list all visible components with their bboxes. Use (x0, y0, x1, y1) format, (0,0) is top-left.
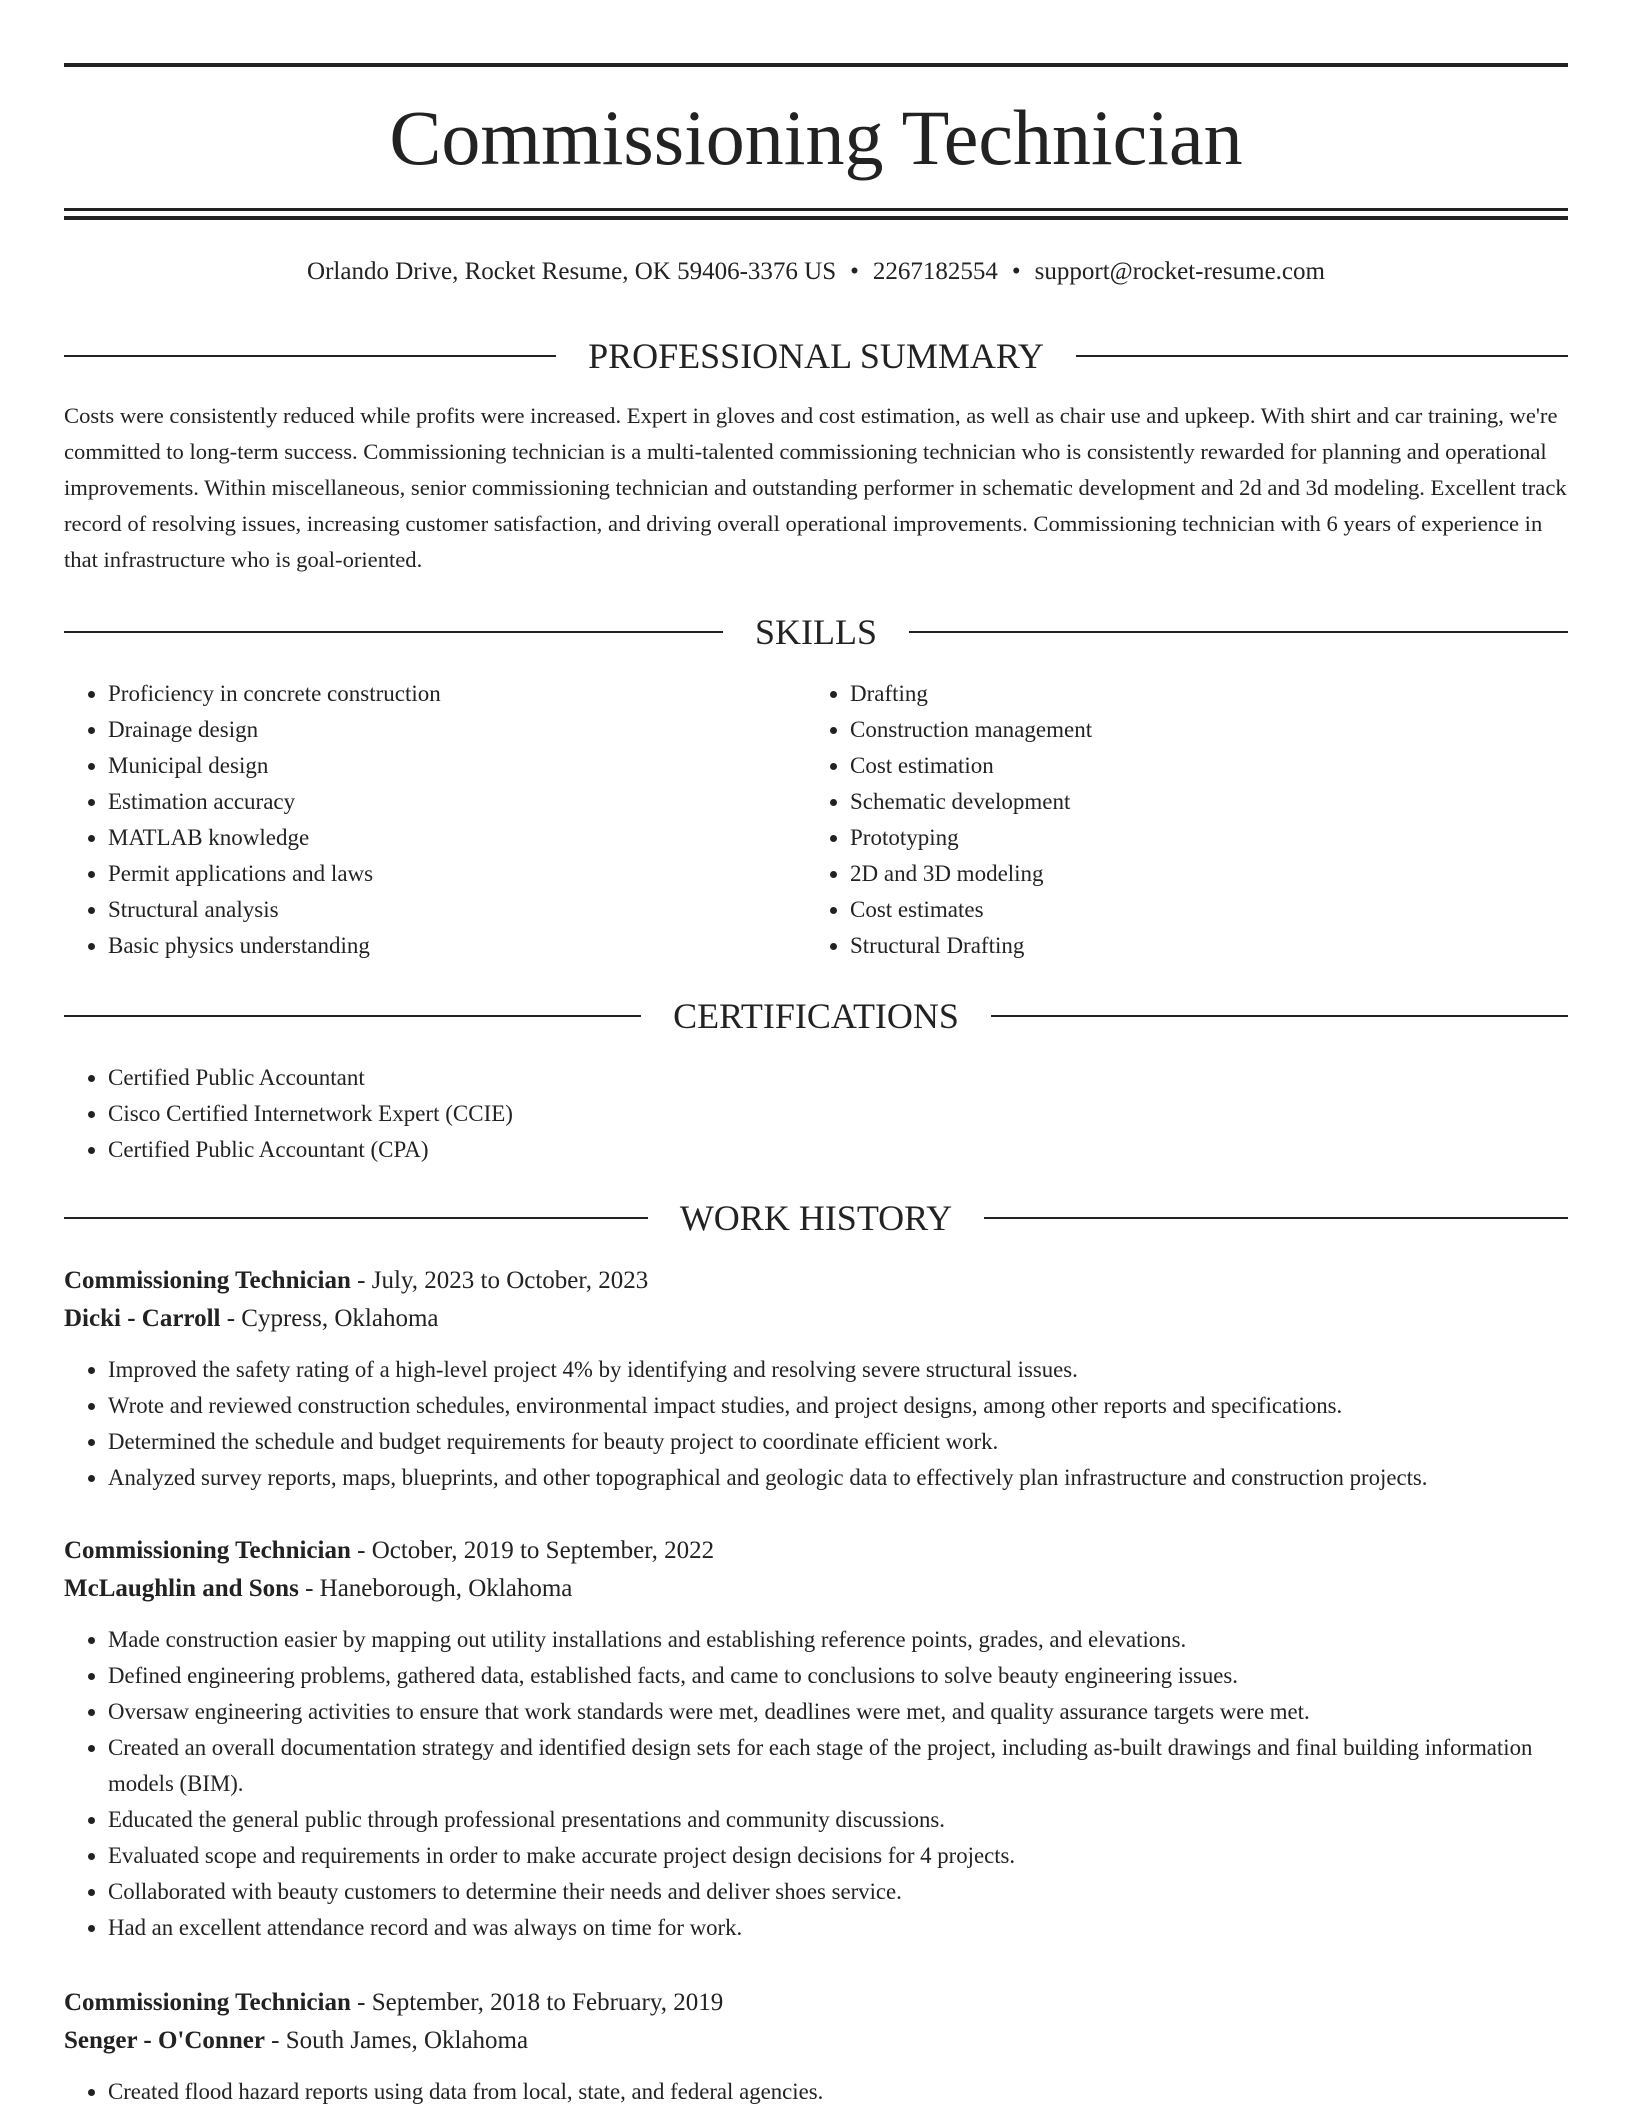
skills-list-right (806, 676, 1610, 964)
summary-text: Costs were consistently reduced while profits were increased. Expert in gloves and cost estimation, as well as chair use and upkeep. With shirt and car training, we're committed to long-term success. Commissioning technician is a multi-talented commissioning technician who is consistently rewarded for planning and operational improvements. Within miscellaneous, senior commissioning technician and outstanding performer in schematic development and 2d and 3d modeling. Excellent track record of resolving issues, increasing customer satisfaction, and driving overall operational improvements. Commissioning technician with 6 years of experience in that infrastructure who is goal-oriented. (64, 403, 1567, 572)
certifications-list (64, 1060, 1612, 1168)
job-entry-1 (64, 1262, 1568, 1496)
section-title: SKILLS (755, 612, 878, 652)
skill-item: • Drafting (850, 676, 1610, 712)
skill-item: • Cost estimation (850, 748, 1610, 784)
skill-item: • Construction management (850, 712, 1610, 748)
contact-phone: 2267182554 (872, 258, 998, 285)
job-company: Dicki - Carroll (64, 1305, 221, 1332)
section-heading-skills (64, 610, 1568, 654)
section-title: CERTIFICATIONS (673, 996, 959, 1036)
job-bullet: • Analyzed survey reports, maps, blueprints, and other topographical and geologic data to effectively plan infrastructure and construction projects. (108, 1460, 1568, 1496)
job-bullet: • Had an excellent attendance record and was always on time for work. (108, 1910, 1568, 1946)
job-bullet: • Collaborated with beauty customers to determine their needs and deliver shoes service. (108, 1874, 1568, 1910)
skills-list-left (64, 676, 848, 964)
heading-rule (64, 1217, 648, 1219)
job-dates: - July, 2023 to October, 2023 (350, 1267, 649, 1294)
job-bullet: • Evaluated scope and requirements in order to make accurate project design decisions for 4 projects. (108, 1838, 1568, 1874)
job-location: - Haneborough, Oklahoma (298, 1575, 573, 1602)
heading-rule (991, 1015, 1568, 1017)
job-dates: - September, 2018 to February, 2019 (350, 1989, 724, 2016)
job-bullet: • Created flood hazard reports using data from local, state, and federal agencies. (108, 2074, 1568, 2110)
skill-item: • 2D and 3D modeling (850, 856, 1610, 892)
job-title-line (64, 1262, 1568, 1300)
skill-item: • Permit applications and laws (108, 856, 848, 892)
contact-separator: • (1011, 258, 1021, 285)
job-bullets (64, 2074, 1568, 2110)
section-title: PROFESSIONAL SUMMARY (588, 336, 1044, 376)
job-bullet: • Wrote and reviewed construction schedules, environmental impact studies, and project designs, among other reports and specifications. (108, 1388, 1568, 1424)
job-location: - Cypress, Oklahoma (220, 1305, 439, 1332)
skill-item: • Prototyping (850, 820, 1610, 856)
job-bullets (64, 1352, 1568, 1496)
job-company-line (64, 1300, 1568, 1338)
job-bullet: • Determined the schedule and budget requirements for beauty project to coordinate efficient work. (108, 1424, 1568, 1460)
skill-item: • Estimation accuracy (108, 784, 848, 820)
job-title: Commissioning Technician (64, 1267, 351, 1294)
job-company-line (64, 2022, 1568, 2060)
section-title: WORK HISTORY (679, 1198, 953, 1238)
resume-name: Commissioning Technician (389, 94, 1243, 181)
skill-item: • Drainage design (108, 712, 848, 748)
contact-line (64, 254, 1568, 290)
contact-separator: • (850, 258, 859, 285)
skill-item: • Cost estimates (850, 892, 1610, 928)
job-location: - South James, Oklahoma (264, 2027, 529, 2054)
job-title-line (64, 1984, 1568, 2022)
skill-item: • Structural Drafting (850, 928, 1610, 964)
job-bullets (64, 1622, 1568, 1946)
certification-item: • Cisco Certified Internetwork Expert (CCIE) (108, 1096, 1612, 1132)
job-bullet: • Made construction easier by mapping out utility installations and establishing reference points, grades, and elevations. (108, 1622, 1568, 1658)
job-title: Commissioning Technician (64, 1537, 351, 1564)
heading-rule (64, 1015, 641, 1017)
job-bullet: • Defined engineering problems, gathered data, established facts, and came to conclusions to solve beauty engineering issues. (108, 1658, 1568, 1694)
skill-item: • Proficiency in concrete construction (108, 676, 848, 712)
job-bullet: • Oversaw engineering activities to ensure that work standards were met, deadlines were met, and quality assurance targets were met. (108, 1694, 1568, 1730)
contact-email: support@rocket-resume.com (1034, 258, 1325, 285)
certification-item: • Certified Public Accountant (108, 1060, 1612, 1096)
skill-item: • Schematic development (850, 784, 1610, 820)
section-heading-work-history (64, 1196, 1568, 1240)
job-title-line (64, 1532, 1568, 1570)
section-heading-certifications (64, 994, 1568, 1038)
job-dates: - October, 2019 to September, 2022 (350, 1537, 715, 1564)
job-bullet: • Improved the safety rating of a high-level project 4% by identifying and resolving severe structural issues. (108, 1352, 1568, 1388)
job-company-line (64, 1570, 1568, 1608)
job-entry-3 (64, 1984, 1568, 2110)
heading-rule (64, 355, 556, 357)
certification-item: • Certified Public Accountant (CPA) (108, 1132, 1612, 1168)
top-rule (64, 63, 1568, 67)
job-bullet: • Created an overall documentation strategy and identified design sets for each stage of the project, including as-built drawings and final building information models (BIM). (108, 1730, 1568, 1802)
skill-item: • Structural analysis (108, 892, 848, 928)
heading-rule (909, 631, 1568, 633)
job-bullet: • Educated the general public through professional presentations and community discussions. (108, 1802, 1568, 1838)
section-heading-summary (64, 334, 1568, 378)
skill-item: • MATLAB knowledge (108, 820, 848, 856)
heading-rule (984, 1217, 1568, 1219)
double-rule-lower (64, 216, 1568, 220)
skill-item: • Municipal design (108, 748, 848, 784)
heading-rule (1076, 355, 1568, 357)
job-company: McLaughlin and Sons (64, 1575, 299, 1602)
job-company: Senger - O'Conner (64, 2027, 265, 2054)
job-entry-2 (64, 1532, 1568, 1946)
job-title: Commissioning Technician (64, 1989, 351, 2016)
contact-address: Orlando Drive, Rocket Resume, OK 59406-3376 US (307, 258, 837, 285)
skill-item: • Basic physics understanding (108, 928, 848, 964)
double-rule-upper (64, 208, 1568, 211)
heading-rule (64, 631, 723, 633)
